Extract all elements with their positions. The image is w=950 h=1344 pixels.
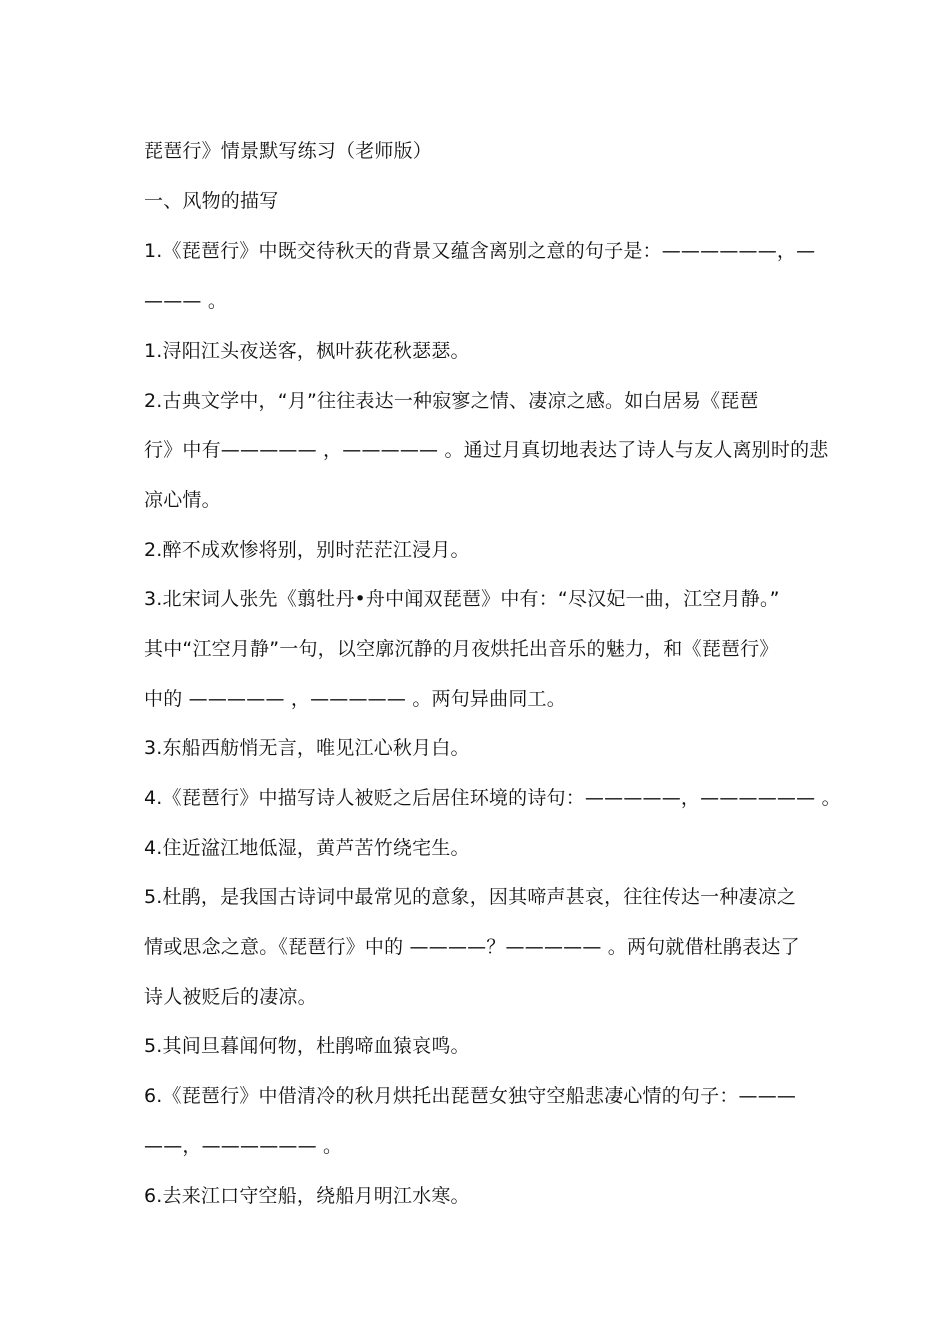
- document-title: 琵琶行》情景默写练习（老师版）: [144, 140, 433, 162]
- answer-line: 6.去来江口守空船，绕船月明江水寒。: [144, 1185, 470, 1207]
- question-line: 凉心情。: [144, 489, 221, 511]
- question-line: 诗人被贬后的凄凉。: [144, 986, 317, 1008]
- answer-line: 2.醉不成欢惨将别，别时茫茫江浸月。: [144, 539, 470, 561]
- section-heading: 一、风物的描写: [144, 190, 279, 212]
- question-line: 6.《琵琶行》中借清冷的秋月烘托出琵琶女独守空船悲凄心情的句子：———: [144, 1085, 797, 1107]
- question-line: 4.《琵琶行》中描写诗人被贬之后居住环境的诗句：—————，—————— 。: [144, 787, 841, 809]
- question-line: 行》中有————— ，————— 。通过月真切地表达了诗人与友人离别时的悲: [144, 439, 829, 461]
- question-line: ——— 。: [144, 290, 228, 312]
- answer-line: 1.浔阳江头夜送客，枫叶荻花秋瑟瑟。: [144, 340, 470, 362]
- question-line: 2.古典文学中，“月”往往表达一种寂寥之情、凄凉之感。如白居易《琵琶: [144, 390, 759, 412]
- question-line: 5.杜鹃，是我国古诗词中最常见的意象，因其啼声甚哀，往往传达一种凄凉之: [144, 886, 797, 908]
- question-line: 其中“江空月静”一句，以空廓沉静的月夜烘托出音乐的魅力，和《琵琶行》: [144, 638, 779, 660]
- question-line: 3.北宋词人张先《翦牡丹•舟中闻双琵琶》中有：“尽汉妃一曲，江空月静。”: [144, 588, 780, 610]
- answer-line: 4.住近湓江地低湿，黄芦苦竹绕宅生。: [144, 837, 470, 859]
- question-line: ——，—————— 。: [144, 1135, 343, 1157]
- question-line: 1.《琵琶行》中既交待秋天的背景又蕴含离别之意的句子是：——————，—: [144, 240, 816, 262]
- answer-line: 3.东船西舫悄无言，唯见江心秋月白。: [144, 737, 470, 759]
- answer-line: 5.其间旦暮闻何物，杜鹃啼血猿哀鸣。: [144, 1035, 470, 1057]
- question-line: 中的 ————— ，————— 。两句异曲同工。: [144, 688, 566, 710]
- question-line: 情或思念之意。《琵琶行》中的 ————？————— 。两句就借杜鹃表达了: [144, 936, 800, 958]
